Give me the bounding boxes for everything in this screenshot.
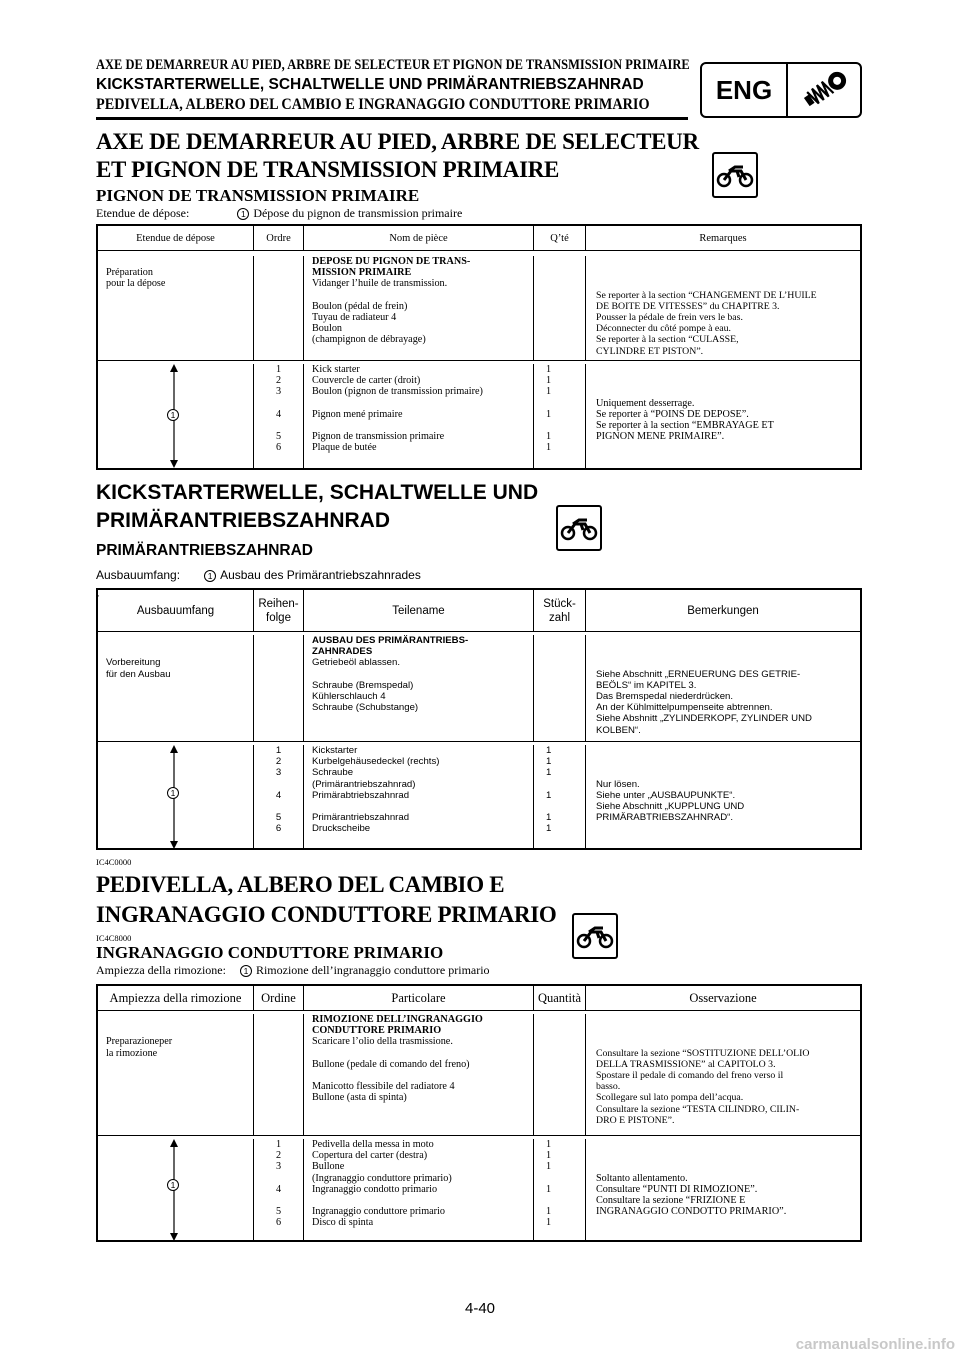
table-de (96, 588, 862, 850)
scope-fr-label: Etendue de dépose: (96, 206, 190, 220)
subtitle-de: PRIMÄRANTRIEBSZAHNRAD (96, 542, 313, 559)
scope-de-text: Ausbau des Primärantriebszahnrades (220, 568, 421, 582)
scope-fr-text: Dépose du pignon de transmission primaire (253, 206, 463, 220)
col-header: Ausbauumfang (98, 590, 254, 631)
items-order-cell: 1 2 3 4 5 6 (254, 745, 304, 848)
table-de-items-row (98, 742, 860, 848)
title-it-line2: INGRANAGGIO CONDUTTORE PRIMARIO (96, 902, 557, 927)
subtitle-fr: PIGNON DE TRANSMISSION PRIMAIRE (96, 186, 420, 205)
prep-scope-cell: Preparazioneper la rimozione (98, 1014, 254, 1135)
scope-it-text: Rimozione dell’ingranaggio conduttore primario (255, 963, 490, 977)
col-header: Osservazione (689, 990, 757, 1005)
col-header: Q’té (534, 226, 586, 250)
col-header: Ordine (254, 986, 304, 1010)
table-de-header (98, 590, 860, 632)
table-fr (96, 224, 862, 470)
prep-qty-cell (534, 635, 586, 741)
prep-part-cell: AUSBAU DES PRIMÄRANTRIEBS- ZAHNRADES Getriebeöl ablassen. Schraube (Bremspedal) Kühlerschlauch 4 Schraube (Schubstange) (304, 635, 534, 741)
prep-qty-cell (534, 1014, 586, 1135)
scope-de (96, 568, 864, 583)
header-line-it: PEDIVELLA, ALBERO DEL CAMBIO E INGRANAGGIO CONDUTTORE PRIMARIO (96, 96, 650, 113)
range-number: 1 (167, 409, 179, 421)
col-header: Ampiezza della rimozione (98, 986, 254, 1010)
scope-de-num: 1 (204, 570, 216, 582)
col-header: Particolare (304, 986, 534, 1010)
scope-de-label: Ausbauumfang: (96, 568, 181, 582)
title-fr-line1: AXE DE DEMARREUR AU PIED, ARBRE DE SELECTEUR (96, 129, 699, 154)
items-part-cell: Kickstarter Kurbelgehäusedeckel (rechts) Schraube (Primärantriebszahnrad) Primärabtriebszahnrad Primärantriebszahnrad Druckscheibe (304, 745, 534, 848)
watermark: carmanualsonline.info (795, 1336, 955, 1353)
prep-qty-cell (534, 256, 586, 360)
items-order-cell: 1 2 3 4 5 6 (254, 364, 304, 468)
corner-mark: · (96, 588, 100, 602)
scope-it-label: Ampiezza della rimozione: (96, 963, 226, 977)
engine-spring-icon (788, 64, 860, 116)
prep-scope-cell: Préparation pour la dépose (98, 256, 254, 360)
section-de (96, 479, 864, 583)
table-it (96, 984, 862, 1242)
items-scope-cell (98, 1139, 254, 1240)
subtitle-it: INGRANAGGIO CONDUTTORE PRIMARIO (96, 943, 444, 962)
col-header: Nom de pièce (304, 226, 534, 250)
col-header: Stück- zahl (534, 590, 586, 631)
items-remark-cell: Uniquement desserrage. Se reporter à “POINS DE DEPOSE”. Se reporter à la section “EMBRAYAGE ET PIGNON MENE PRIMAIRE”. (596, 397, 774, 443)
prep-remark-cell: Se reporter à la section “CHANGEMENT DE L’HUILE DE BOITE DE VITESSES” du CHAPITRE 3. Pousser la pédale de frein vers le bas. Déconnecter du côté pompe à eau. Se reporter à la section “CULASSE, CYLINDRE ET PISTON”. (596, 289, 817, 357)
col-header: Remarques (699, 232, 747, 244)
table-de-prep-row (98, 632, 860, 742)
items-qty-cell: 1 1 1 1 1 1 (534, 745, 586, 848)
range-number: 1 (167, 1179, 179, 1191)
table-it-items-row (98, 1136, 860, 1240)
range-number: 1 (167, 787, 179, 799)
prep-remark-cell: Siehe Abschnitt „ERNEUERUNG DES GETRIE- BEÖLS“ im KAPITEL 3. Das Bremspedal niederdrücken. An der Kühlmittelpumpenseite abtrennen. Siehe Abshnitt „ZYLINDERKOPF, ZYLINDER UND KOLBEN“. (596, 668, 812, 736)
col-header: Etendue de dépose (98, 226, 254, 250)
page-number: 4-40 (464, 1300, 496, 1317)
header-line-de: KICKSTARTERWELLE, SCHALTWELLE UND PRIMÄRANTRIEBSZAHNRAD (96, 76, 644, 93)
header-rule (96, 117, 688, 120)
running-header (96, 55, 696, 115)
prep-part-cell: DEPOSE DU PIGNON DE TRANS- MISSION PRIMAIRE Vidanger l’huile de transmission. Boulon (pédal de frein) Tuyau de radiateur 4 Boulon (champignon de débrayage) (304, 256, 534, 360)
section-code: IC4C8000 (96, 933, 132, 943)
prep-order-cell (254, 256, 304, 360)
table-fr-header (98, 226, 860, 251)
scope-fr-num: 1 (237, 208, 249, 220)
items-qty-cell: 1 1 1 1 1 1 (534, 364, 586, 468)
items-remark-cell: Nur lösen. Siehe unter „AUSBAUPUNKTE“. Siehe Abschnitt „KUPPLUNG UND PRIMÄRABTRIEBSZAHNRAD“. (596, 778, 745, 824)
col-header: Reihen- folge (254, 590, 304, 631)
title-de-line1: KICKSTARTERWELLE, SCHALTWELLE UND (96, 481, 539, 504)
col-header: Quantità (534, 986, 586, 1010)
title-de-line2: PRIMÄRANTRIEBSZAHNRAD (96, 509, 390, 532)
section-it (96, 857, 864, 978)
col-header: Teilename (304, 590, 534, 631)
section-badge (700, 62, 862, 118)
badge-label: ENG (702, 64, 788, 116)
table-it-header (98, 986, 860, 1011)
scope-it-num: 1 (240, 965, 252, 977)
items-order-cell: 1 2 3 4 5 6 (254, 1139, 304, 1240)
scope-fr (96, 206, 864, 221)
section-code: IC4C0000 (96, 857, 132, 867)
table-fr-prep-row (98, 251, 860, 361)
items-remark-cell: Soltanto allentamento. Consultare “PUNTI DI RIMOZIONE”. Consultare la sezione “FRIZIONE E INGRANAGGIO CONDOTTO PRIMARIO”. (596, 1172, 787, 1218)
prep-scope-cell: Vorbereitung für den Ausbau (98, 635, 254, 741)
header-line-fr: AXE DE DEMARREUR AU PIED, ARBRE DE SELECTEUR ET PIGNON DE TRANSMISSION PRIMAIRE (96, 57, 690, 73)
table-fr-items-row (98, 361, 860, 468)
motorcycle-icon (712, 152, 758, 198)
title-fr-line2: ET PIGNON DE TRANSMISSION PRIMAIRE (96, 157, 560, 182)
items-part-cell: Pedivella della messa in moto Copertura del carter (destra) Bullone (Ingranaggio conduttore primario) Ingranaggio condotto primario Ingranaggio conduttore primario Disco di spinta (304, 1139, 534, 1240)
title-it-line1: PEDIVELLA, ALBERO DEL CAMBIO E (96, 872, 505, 897)
table-it-prep-row (98, 1011, 860, 1136)
items-part-cell: Kick starter Couvercle de carter (droit) Boulon (pignon de transmission primaire) Pignon mené primaire Pignon de transmission primaire Plaque de butée (304, 364, 534, 468)
motorcycle-icon (572, 913, 618, 959)
prep-order-cell (254, 1014, 304, 1135)
col-header: Ordre (254, 226, 304, 250)
items-scope-cell (98, 745, 254, 848)
col-header: Bemerkungen (687, 604, 759, 617)
prep-remark-cell: Consultare la sezione “SOSTITUZIONE DELL’OLIO DELLA TRASMISSIONE” al CAPITOLO 3. Spostare il pedale di comando del freno verso il basso. Scollegare sul lato pompa dell’acqua. Consultare la sezione “TESTA CILINDRO, CILIN- DRO E PISTONE”. (596, 1047, 810, 1126)
motorcycle-icon (556, 505, 602, 551)
prep-part-cell: RIMOZIONE DELL’INGRANAGGIO CONDUTTORE PRIMARIO Scaricare l’olio della trasmissione. Bullone (pedale di comando del freno) Manicotto flessibile del radiatore 4 Bullone (asta di spinta) (304, 1014, 534, 1135)
prep-order-cell (254, 635, 304, 741)
items-scope-cell (98, 364, 254, 468)
items-qty-cell: 1 1 1 1 1 1 (534, 1139, 586, 1240)
scope-it (96, 963, 864, 978)
